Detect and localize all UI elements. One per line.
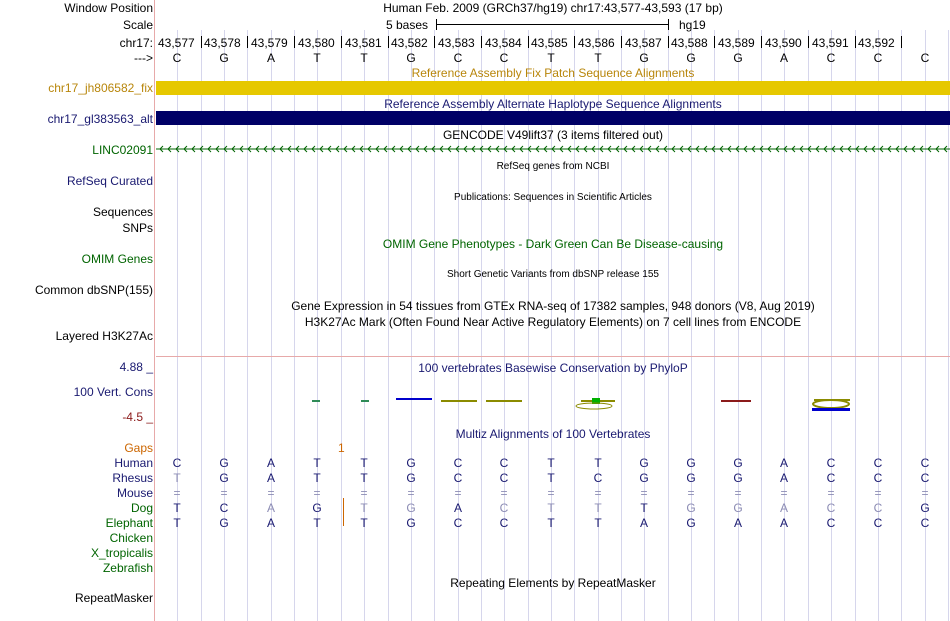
coordinate-tick [434, 36, 435, 48]
species-label[interactable]: Human [114, 456, 153, 470]
reference-base: C [172, 51, 182, 65]
coordinate-label: 43,589 [718, 36, 755, 50]
species-base: C [219, 501, 229, 515]
species-base: C [920, 471, 930, 485]
species-base: A [266, 471, 275, 485]
coordinate-tick [714, 36, 715, 48]
species-base: T [360, 456, 368, 470]
coordinate-tick [901, 36, 902, 48]
species-base: C [826, 501, 836, 515]
reference-base: G [406, 51, 416, 65]
coordinate-tick [388, 36, 389, 48]
species-base: A [733, 516, 742, 530]
alt-haplotype-bar[interactable] [156, 111, 950, 125]
coordinate-tick [855, 36, 856, 48]
phylop-score-mark [486, 400, 522, 402]
species-base: C [873, 456, 883, 470]
species-base: A [266, 456, 275, 470]
phylop-top-line [156, 356, 950, 357]
species-base: = [640, 486, 648, 500]
species-base: G [920, 501, 930, 515]
species-base: = [173, 486, 181, 500]
scale-label: Scale [122, 18, 153, 32]
scale-bar [436, 24, 669, 25]
phylop-score-mark [721, 400, 751, 402]
species-base: C [826, 456, 836, 470]
phylop-min-label: -4.5 _ [122, 410, 153, 424]
coordinate-tick [528, 36, 529, 48]
scale-bar-right-end [668, 19, 669, 30]
coordinate-tick [668, 36, 669, 48]
species-base: A [266, 516, 275, 530]
refseq-track-label[interactable]: RefSeq Curated [66, 174, 153, 188]
species-label[interactable]: Chicken [109, 531, 153, 545]
alt-haplotype-track-label[interactable]: chr17_gl383563_alt [47, 112, 153, 126]
window-position-label: Window Position [64, 1, 153, 15]
reference-base: C [453, 51, 463, 65]
coordinate-label: 43,579 [251, 36, 288, 50]
species-base: T [313, 471, 321, 485]
species-base: T [640, 501, 648, 515]
chrom-label: chr17: [119, 36, 153, 50]
phylop-score-mark [441, 400, 477, 402]
reference-base: C [873, 51, 883, 65]
species-base: C [499, 501, 509, 515]
coordinate-label: 43,577 [158, 36, 195, 50]
reference-base: A [779, 51, 788, 65]
coordinate-label: 43,582 [391, 36, 428, 50]
species-base: G [733, 501, 743, 515]
h3k27ac-track-title: H3K27Ac Mark (Often Found Near Active Regulatory Elements) on 7 cell lines from ENCODE [304, 315, 802, 329]
species-base: C [172, 456, 182, 470]
species-base: C [453, 456, 463, 470]
species-base: = [547, 486, 555, 500]
publications-track-label[interactable]: Sequences [92, 205, 153, 219]
coordinate-label: 43,581 [345, 36, 382, 50]
species-base: A [639, 516, 648, 530]
coordinate-label: 43,587 [625, 36, 662, 50]
fix-patch-track-label[interactable]: chr17_jh806582_fix [48, 81, 153, 95]
phylop-score-mark [813, 400, 849, 408]
reference-base: C [920, 51, 930, 65]
species-base: T [360, 501, 368, 515]
label-separator [154, 0, 155, 621]
coordinate-label: 43,591 [812, 36, 849, 50]
snps-track-label[interactable]: SNPs [122, 221, 153, 235]
coordinate-label: 43,586 [578, 36, 615, 50]
species-base: T [313, 456, 321, 470]
species-base: = [827, 486, 835, 500]
coordinate-label: 43,590 [765, 36, 802, 50]
species-base: = [874, 486, 882, 500]
reference-base: T [313, 51, 321, 65]
insertion-marker [343, 498, 344, 526]
species-label[interactable]: Zebrafish [102, 561, 153, 575]
species-base: A [779, 471, 788, 485]
species-base: G [219, 471, 229, 485]
repeatmasker-track-title: Repeating Elements by RepeatMasker [450, 576, 656, 590]
species-base: T [360, 516, 368, 530]
gaps-count: 1 [338, 441, 345, 455]
species-base: G [686, 516, 696, 530]
coordinate-tick [761, 36, 762, 48]
species-base: G [406, 456, 416, 470]
species-base: G [219, 456, 229, 470]
species-base: G [733, 456, 743, 470]
gtex-track-title: Gene Expression in 54 tissues from GTEx RNA-seq of 17382 samples, 948 donors (V8, Aug 2019) [291, 299, 815, 313]
species-base: A [266, 501, 275, 515]
gencode-track-title: GENCODE V49lift37 (3 items filtered out) [442, 128, 664, 142]
fix-patch-track-title: Reference Assembly Fix Patch Sequence Alignments [411, 66, 695, 80]
coordinate-label: 43,580 [298, 36, 335, 50]
species-base: C [826, 471, 836, 485]
gaps-label[interactable]: Gaps [124, 441, 153, 455]
scale-assembly: hg19 [679, 18, 706, 32]
omim-track-label[interactable]: OMIM Genes [81, 252, 153, 266]
reference-base: G [733, 51, 743, 65]
dbsnp-track-label[interactable]: Common dbSNP(155) [34, 283, 153, 297]
species-base: T [594, 501, 602, 515]
coordinate-tick [294, 36, 295, 48]
species-base: = [407, 486, 415, 500]
coordinate-tick [574, 36, 575, 48]
species-base: = [454, 486, 462, 500]
species-base: C [873, 471, 883, 485]
species-base: T [173, 516, 181, 530]
species-base: = [500, 486, 508, 500]
coordinate-label: 43,588 [671, 36, 708, 50]
species-base: = [267, 486, 275, 500]
species-base: G [733, 471, 743, 485]
species-base: G [219, 516, 229, 530]
species-label[interactable]: X_tropicalis [90, 546, 153, 560]
species-base: T [547, 501, 555, 515]
species-base: T [360, 471, 368, 485]
repeatmasker-track-label[interactable]: RepeatMasker [74, 591, 153, 605]
species-base: C [499, 516, 509, 530]
species-base: A [779, 516, 788, 530]
species-base: C [873, 501, 883, 515]
strand-arrow-label: ---> [134, 51, 153, 65]
species-base: = [594, 486, 602, 500]
gencode-gene-feature[interactable] [156, 143, 950, 155]
species-base: A [453, 501, 462, 515]
species-base: T [173, 471, 181, 485]
species-base: = [780, 486, 788, 500]
species-base: C [499, 471, 509, 485]
scale-value: 5 bases [386, 18, 429, 32]
species-base: A [779, 501, 788, 515]
coordinate-tick [481, 36, 482, 48]
coordinate-label: 43,585 [531, 36, 568, 50]
phylop-track-title: 100 vertebrates Basewise Conservation by PhyloP [418, 361, 688, 375]
species-label[interactable]: Rhesus [112, 471, 153, 485]
reference-base: C [499, 51, 509, 65]
window-position-value: Human Feb. 2009 (GRCh37/hg19) chr17:43,577-43,593 (17 bp) [383, 1, 723, 15]
species-base: C [920, 516, 930, 530]
species-label[interactable]: Dog [130, 501, 153, 515]
species-base: G [406, 516, 416, 530]
species-base: G [686, 471, 696, 485]
coordinate-tick [808, 36, 809, 48]
reference-base: G [639, 51, 649, 65]
species-base: T [547, 456, 555, 470]
reference-base: T [594, 51, 602, 65]
fix-patch-bar[interactable] [156, 81, 950, 95]
species-base: T [547, 471, 555, 485]
species-base: C [499, 456, 509, 470]
phylop-score-mark [812, 408, 850, 411]
species-base: G [686, 456, 696, 470]
species-base: C [593, 471, 603, 485]
species-base: C [453, 516, 463, 530]
coordinate-label: 43,592 [858, 36, 895, 50]
species-base: = [734, 486, 742, 500]
species-base: A [779, 456, 788, 470]
dbsnp-track-title: Short Genetic Variants from dbSNP release 155 [447, 269, 659, 280]
omim-track-title: OMIM Gene Phenotypes - Dark Green Can Be Disease-causing [382, 237, 724, 251]
species-base: C [873, 516, 883, 530]
alt-haplotype-track-title: Reference Assembly Alternate Haplotype Sequence Alignments [384, 97, 722, 111]
scale-bar-left-end [436, 19, 437, 30]
species-base: G [639, 456, 649, 470]
species-base: G [686, 501, 696, 515]
reference-base: G [219, 51, 229, 65]
species-base: = [313, 486, 321, 500]
species-base: C [453, 471, 463, 485]
species-base: T [313, 516, 321, 530]
h3k27ac-track-label[interactable]: Layered H3K27Ac [55, 329, 153, 343]
coordinate-tick [247, 36, 248, 48]
reference-base: A [266, 51, 275, 65]
phylop-track-label[interactable]: 100 Vert. Cons [73, 385, 153, 399]
coordinate-tick [341, 36, 342, 48]
species-base: G [312, 501, 322, 515]
species-base: G [639, 471, 649, 485]
species-base: = [360, 486, 368, 500]
refseq-track-title: RefSeq genes from NCBI [496, 161, 610, 172]
phylop-score-mark [396, 398, 432, 400]
species-base: T [173, 501, 181, 515]
coordinate-label: 43,578 [204, 36, 241, 50]
coordinate-tick [621, 36, 622, 48]
species-base: = [921, 486, 929, 500]
species-base: G [406, 501, 416, 515]
reference-base: T [360, 51, 368, 65]
species-base: T [547, 516, 555, 530]
species-base: C [826, 516, 836, 530]
species-base: = [687, 486, 695, 500]
coordinate-label: 43,583 [438, 36, 475, 50]
multiz-track-title: Multiz Alignments of 100 Vertebrates [455, 427, 651, 441]
coordinate-label: 43,584 [485, 36, 522, 50]
species-label[interactable]: Mouse [116, 486, 153, 500]
species-label[interactable]: Elephant [105, 516, 153, 530]
species-base: T [594, 456, 602, 470]
species-base: G [406, 471, 416, 485]
species-base: C [920, 456, 930, 470]
phylop-max-label: 4.88 _ [119, 360, 153, 374]
species-base: T [594, 516, 602, 530]
phylop-signal [156, 390, 950, 418]
coordinate-tick [201, 36, 202, 48]
reference-base: C [826, 51, 836, 65]
phylop-score-mark [312, 400, 320, 402]
publications-track-title: Publications: Sequences in Scientific Articles [454, 192, 652, 203]
reference-base: T [547, 51, 555, 65]
phylop-score-mark [361, 400, 369, 402]
reference-base: G [686, 51, 696, 65]
species-base: = [220, 486, 228, 500]
gencode-gene-label[interactable]: LINC02091 [92, 143, 153, 157]
